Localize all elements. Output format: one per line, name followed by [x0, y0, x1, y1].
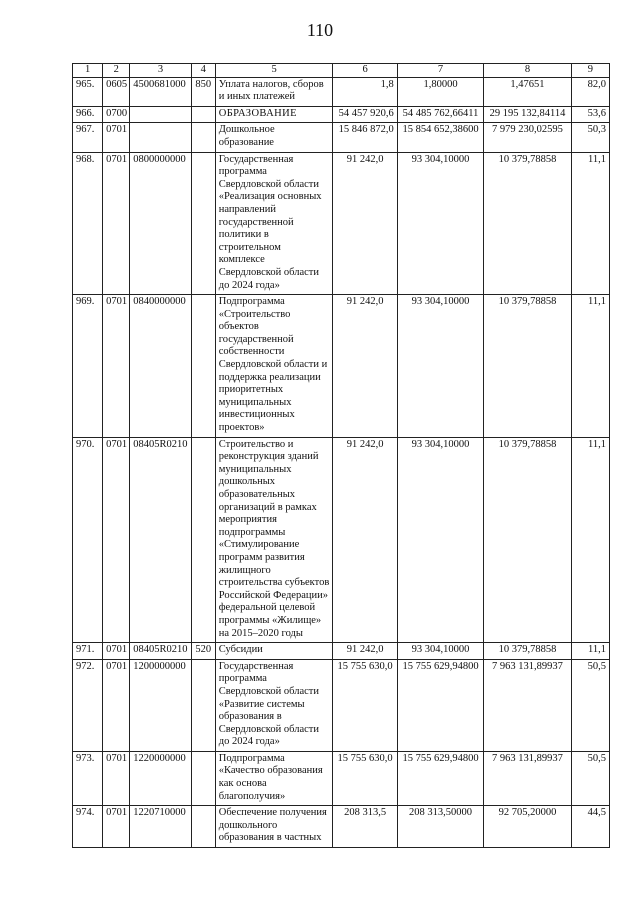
section-code: 0700	[103, 106, 130, 123]
section-code: 0701	[103, 751, 130, 805]
target-article-code: 1220710000	[130, 806, 191, 848]
item-name: Государственная программа Свердловской области «Реализация основных направлений государственной политики в строительном комплексе Свердловской области до 2024 года»	[215, 152, 333, 295]
row-number: 967.	[73, 123, 103, 152]
expense-type-code	[191, 806, 215, 848]
executed-amount: 10 379,78858	[484, 643, 571, 660]
execution-percent: 53,6	[571, 106, 609, 123]
target-article-code: 4500681000	[130, 77, 191, 106]
execution-percent: 50,3	[571, 123, 609, 152]
adjusted-amount: 15 755 629,94800	[397, 659, 483, 751]
adjusted-amount: 93 304,10000	[397, 295, 483, 438]
expense-type-code	[191, 295, 215, 438]
planned-amount: 15 755 630,0	[333, 751, 397, 805]
executed-amount: 29 195 132,84114	[484, 106, 571, 123]
adjusted-amount: 208 313,50000	[397, 806, 483, 848]
execution-percent: 44,5	[571, 806, 609, 848]
item-name: ОБРАЗОВАНИЕ	[215, 106, 333, 123]
execution-percent: 11,1	[571, 437, 609, 643]
executed-amount: 10 379,78858	[484, 152, 571, 295]
row-number: 972.	[73, 659, 103, 751]
column-header: 8	[484, 64, 571, 78]
column-header: 9	[571, 64, 609, 78]
target-article-code: 1200000000	[130, 659, 191, 751]
header-row	[73, 64, 610, 78]
table-row	[73, 751, 610, 805]
column-header: 5	[215, 64, 333, 78]
adjusted-amount: 93 304,10000	[397, 437, 483, 643]
item-name: Дошкольное образование	[215, 123, 333, 152]
planned-amount: 1,8	[333, 77, 397, 106]
section-code: 0605	[103, 77, 130, 106]
expense-type-code	[191, 123, 215, 152]
item-name: Субсидии	[215, 643, 333, 660]
executed-amount: 7 963 131,89937	[484, 751, 571, 805]
column-header: 3	[130, 64, 191, 78]
planned-amount: 15 755 630,0	[333, 659, 397, 751]
execution-percent: 50,5	[571, 751, 609, 805]
executed-amount: 10 379,78858	[484, 295, 571, 438]
row-number: 968.	[73, 152, 103, 295]
item-name: Обеспечение получения дошкольного образования в частных	[215, 806, 333, 848]
adjusted-amount: 54 485 762,66411	[397, 106, 483, 123]
table-row	[73, 643, 610, 660]
row-number: 966.	[73, 106, 103, 123]
executed-amount: 7 963 131,89937	[484, 659, 571, 751]
section-code: 0701	[103, 152, 130, 295]
expense-type-code	[191, 659, 215, 751]
item-name: Строительство и реконструкция зданий муниципальных дошкольных образовательных организаций в рамках мероприятия подпрограммы «Стимулирование программ развития жилищного строительства субъектов Российской Федерации» федеральной целевой программы «Жилище» на 2015–2020 годы	[215, 437, 333, 643]
target-article-code: 0840000000	[130, 295, 191, 438]
table-row	[73, 659, 610, 751]
target-article-code: 08405R0210	[130, 437, 191, 643]
execution-percent: 11,1	[571, 295, 609, 438]
target-article-code	[130, 106, 191, 123]
column-header: 2	[103, 64, 130, 78]
expense-type-code	[191, 751, 215, 805]
planned-amount: 91 242,0	[333, 152, 397, 295]
planned-amount: 91 242,0	[333, 295, 397, 438]
planned-amount: 15 846 872,0	[333, 123, 397, 152]
item-name: Подпрограмма «Строительство объектов государственной собственности Свердловской области и поддержка реализации приоритетных муниципальных инвестиционных проектов»	[215, 295, 333, 438]
table-row	[73, 106, 610, 123]
item-name: Государственная программа Свердловской области «Развитие системы образования в Свердловской области до 2024 года»	[215, 659, 333, 751]
executed-amount: 92 705,20000	[484, 806, 571, 848]
table-row	[73, 77, 610, 106]
row-number: 969.	[73, 295, 103, 438]
section-code: 0701	[103, 643, 130, 660]
table-row	[73, 806, 610, 848]
row-number: 971.	[73, 643, 103, 660]
expense-type-code	[191, 106, 215, 123]
table-row	[73, 437, 610, 643]
table-row	[73, 123, 610, 152]
table-row	[73, 152, 610, 295]
planned-amount: 91 242,0	[333, 643, 397, 660]
target-article-code: 08405R0210	[130, 643, 191, 660]
item-name: Уплата налогов, сборов и иных платежей	[215, 77, 333, 106]
section-code: 0701	[103, 437, 130, 643]
execution-percent: 11,1	[571, 152, 609, 295]
planned-amount: 54 457 920,6	[333, 106, 397, 123]
row-number: 970.	[73, 437, 103, 643]
adjusted-amount: 15 854 652,38600	[397, 123, 483, 152]
section-code: 0701	[103, 659, 130, 751]
row-number: 965.	[73, 77, 103, 106]
target-article-code	[130, 123, 191, 152]
executed-amount: 7 979 230,02595	[484, 123, 571, 152]
target-article-code: 1220000000	[130, 751, 191, 805]
target-article-code: 0800000000	[130, 152, 191, 295]
budget-table	[72, 63, 610, 848]
column-header: 4	[191, 64, 215, 78]
expense-type-code: 520	[191, 643, 215, 660]
executed-amount: 10 379,78858	[484, 437, 571, 643]
expense-type-code: 850	[191, 77, 215, 106]
execution-percent: 11,1	[571, 643, 609, 660]
planned-amount: 91 242,0	[333, 437, 397, 643]
executed-amount: 1,47651	[484, 77, 571, 106]
section-code: 0701	[103, 123, 130, 152]
column-header: 7	[397, 64, 483, 78]
planned-amount: 208 313,5	[333, 806, 397, 848]
column-header: 6	[333, 64, 397, 78]
table-row	[73, 295, 610, 438]
execution-percent: 82,0	[571, 77, 609, 106]
row-number: 974.	[73, 806, 103, 848]
expense-type-code	[191, 152, 215, 295]
adjusted-amount: 93 304,10000	[397, 643, 483, 660]
adjusted-amount: 15 755 629,94800	[397, 751, 483, 805]
section-code: 0701	[103, 295, 130, 438]
adjusted-amount: 1,80000	[397, 77, 483, 106]
item-name: Подпрограмма «Качество образования как основа благополучия»	[215, 751, 333, 805]
row-number: 973.	[73, 751, 103, 805]
execution-percent: 50,5	[571, 659, 609, 751]
expense-type-code	[191, 437, 215, 643]
adjusted-amount: 93 304,10000	[397, 152, 483, 295]
column-header: 1	[73, 64, 103, 78]
page-number: 110	[306, 20, 334, 40]
section-code: 0701	[103, 806, 130, 848]
